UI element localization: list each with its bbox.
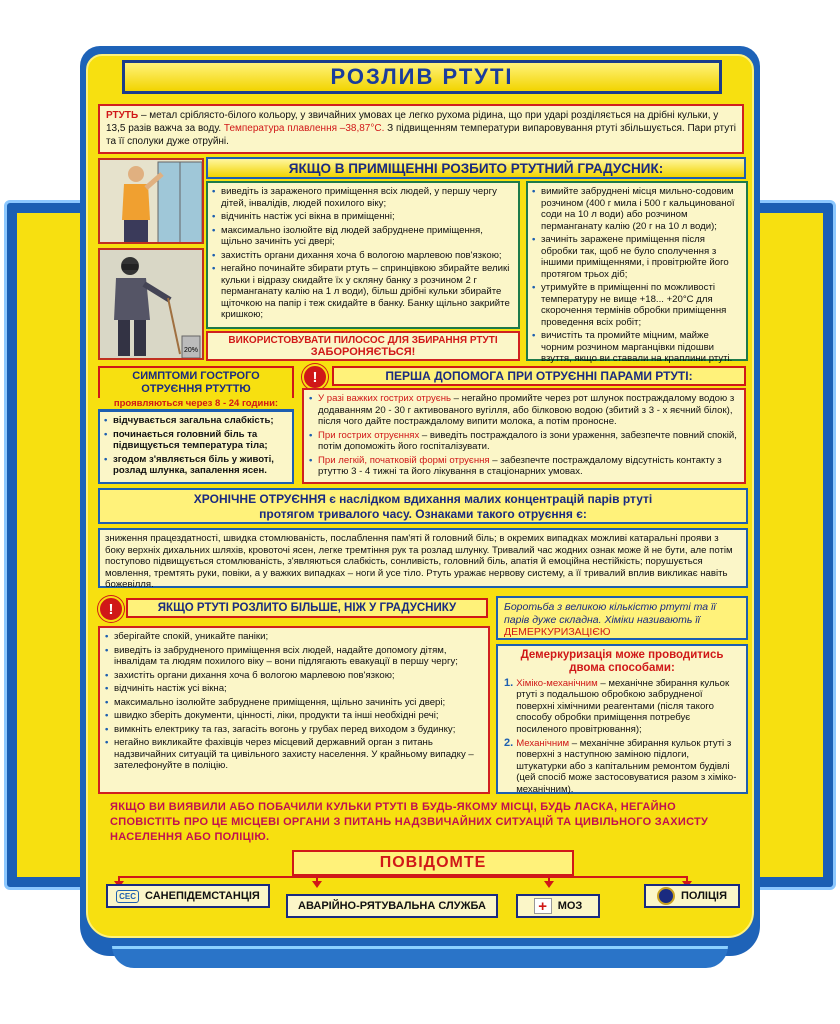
demerc-term: ДЕМЕРКУРИЗАЦІЄЮ — [504, 626, 611, 638]
list-item: • утримуйте в приміщенні по можливості температуру не вище +18... +20°С для скорочення термінів обробки приміщення проведення всіх робіт; — [532, 282, 742, 328]
list-item: • захистіть органи дихання хоча б вологою марлевою пов'язкою; — [212, 250, 514, 262]
police-badge-icon — [657, 887, 675, 905]
steps-right-list — [532, 186, 742, 365]
report-connector — [118, 876, 686, 878]
list-item: • При легкій, початковій формі отруєння – забезпечте постраждалому відсутність контакту з ртуттю 3 - 4 тижні та його лікування в стаціонарних умовах. — [309, 455, 739, 478]
intro-text: – метал сріблясто-білого кольору, у звичайних умовах це легко рухома рідина, що при ударі розділяється на дрібні кульки, у 13,5 разів важча за воду. — [106, 110, 719, 134]
list-item: • зачиніть заражене приміщення після обробки так, щоб не було сполучення з іншими приміщеннями, і провітрюйте його протягом трьох діб; — [532, 234, 742, 280]
first-aid-list — [309, 393, 739, 478]
list-item: • максимально ізолюйте від людей забруднене приміщення, щільно зачиніть усі двері; — [212, 225, 514, 248]
list-item: • максимально ізолюйте забруднене приміщення, щільно зачиніть усі двері; — [105, 697, 483, 709]
melting-point: Температура плавлення –38,87°С. — [223, 123, 385, 134]
thermometer-steps-left — [206, 181, 520, 329]
red-cross-icon: + — [534, 898, 552, 914]
list-item: • вимкніть електрику та газ, загасіть вогонь у грубах перед виходом з будинку; — [105, 724, 483, 736]
list-item: • вимийте забруднені місця мильно-содовим розчином (400 г мила і 500 г кальцинованої соди на 10 л води) або розчином перманганату калію (20 г на 10 л води); — [532, 186, 742, 232]
list-item: • виведіть із забрудненого приміщення всіх людей, надайте допомогу дітям, інвалідам та людям похилого віку – вони підлягають евакуації в першу чергу; — [105, 645, 483, 668]
demerc-heading: Демеркуризація може проводитись двома способами: — [520, 649, 724, 674]
demerc-intro-text: Боротьба з великою кількістю ртуті та її парів дуже складна. Хіміки називають її — [504, 601, 716, 626]
large-spill-box — [98, 626, 490, 794]
large-spill-heading: ЯКЩО РТУТІ РОЗЛИТО БІЛЬШЕ, НІЖ У ГРАДУСНИКУ — [126, 598, 488, 618]
intro-box — [98, 104, 744, 154]
photo-mercury-cleanup — [98, 248, 204, 360]
list-item: • зберігайте спокій, уникайте паніки; — [105, 631, 483, 643]
list-item: • захистіть органи дихання хоча б вологою марлевою пов'язкою; — [105, 670, 483, 682]
symptoms-list-box — [98, 410, 294, 484]
chronic-heading-1: ХРОНІЧНЕ ОТРУЄННЯ є наслідком вдихання малих концентрацій парів ртуті — [193, 492, 653, 506]
symptoms-list — [104, 415, 288, 477]
arrow-down-icon — [686, 876, 688, 882]
arrow-down-icon — [548, 876, 550, 882]
page-title: РОЗЛИВ РТУТІ — [122, 60, 722, 94]
list-item: • При гострих отруєннях – виведіть постраждалого із зони ураження, забезпечте повний спокій, потім допоможіть його госпіталізувати. — [309, 430, 739, 453]
chronic-heading-2: протягом тривалого часу. Ознаками такого отруєння є: — [259, 507, 587, 521]
list-item: • негайно починайте збирати ртуть – спринцівкою збирайте великі кульки і відразу скидайте їх у скляну банку з розчином 2 г перманганату калію на 1 л води), більш дрібні кульки збирайте щіточкою на папір і теж скидайте в банку. Банку щільно закрийте кришкою; — [212, 263, 514, 321]
list-item: • починається головний біль та підвищується температура тіла; — [104, 429, 288, 452]
list-item: • згодом з'являється біль у животі, розлад шлунка, запалення ясен. — [104, 454, 288, 477]
poster-base — [112, 946, 728, 968]
sanepid-logo-icon: СЕС — [116, 890, 139, 903]
method-1: 1. Хіміко-механічним – механічне збирання кульок ртуті з подальшою обробкою забрудненої поверхні хімічними реагентами (після такого способу обробки приміщення потребує посиленого провітрювання); — [504, 677, 730, 735]
first-aid-heading: ПЕРША ДОПОМОГА ПРИ ОТРУЄННІ ПАРАМИ РТУТІ: — [332, 366, 746, 386]
chronic-heading — [98, 488, 748, 524]
vacuum-warning — [206, 331, 520, 361]
list-item: • відчиніть настіж усі вікна в приміщенні; — [212, 211, 514, 223]
arrow-down-icon — [316, 876, 318, 882]
symptoms-heading — [98, 366, 294, 402]
service-rescue: АВАРІЙНО-РЯТУВАЛЬНА СЛУЖБА — [286, 894, 498, 918]
list-item: • швидко зберіть документи, цінності, ліки, продукти та інші необхідні речі; — [105, 710, 483, 722]
steps-left-list — [212, 186, 514, 321]
service-sanepid: СЕС САНЕПІДЕМСТАНЦІЯ — [106, 884, 270, 908]
symptoms-heading-1: СИМПТОМИ ГОСТРОГО — [132, 370, 260, 382]
thermometer-heading: ЯКЩО В ПРИМІЩЕННІ РОЗБИТО РТУТНИЙ ГРАДУСНИК: — [206, 157, 746, 179]
jar-label: 20% — [184, 347, 199, 354]
thermometer-steps-right — [526, 181, 748, 364]
intro-term: РТУТЬ — [106, 110, 139, 121]
first-aid-box — [302, 388, 746, 484]
notice-text: ЯКЩО ВИ ВИЯВИЛИ АБО ПОБАЧИЛИ КУЛЬКИ РТУТІ В БУДЬ-ЯКОМУ МІСЦІ, БУДЬ ЛАСКА, НЕГАЙНО СПОВІСТІТЬ ПРО ЦЕ МІСЦЕВІ ОРГАНИ З ПИТАНЬ НАДЗВИЧАЙНИХ СИТУАЦІЙ ТА ЦИВІЛЬНОГО ЗАХИСТУ НАСЕЛЕННЯ АБО ПОЛІЦІЮ. — [110, 801, 709, 843]
method-2: 2. Механічним – механічне збирання кульок ртуті з поверхні з наступною заміною підлоги, штукатурки або з капітальним ремонтом будівлі (цей спосіб може застосовуватися разом з хіміко-механічним). — [504, 737, 737, 795]
list-item: • У разі важких гострих отруєнь – негайно промийте через рот шлунок постраждалому водою з додаванням 20 - 30 г активованого вугілля, або білковою водою (збитий з 3 - х яєчний білок), після чого дайте постраждалому випити молока, а потім проносне. — [309, 393, 739, 428]
chronic-text-box: зниження працездатності, швидка стомлюваність, послаблення пам'яті й головний біль; в окремих випадках можливі катаральні прояви з боку верхніх дихальних шляхів, кровоточі ясен, легке тремтіння рук та розлад шлунку. Тривалий час жодних ознак може й не бути, але потім поступово підвищується стомлюваність, з'являються слабкість, сонливість, головний біль, апатія й емоційна нестійкість; порушується мовлення, тремтять руки, повіки, а у важких випадках – ноги й усе тіло. Ртуть уражає нервову систему, а її тривалий вплив викликає навіть божевілля. — [98, 528, 748, 588]
vacuum-warning-line2: ЗАБОРОНЯЄТЬСЯ! — [310, 346, 416, 358]
symptoms-heading-2: ОТРУЄННЯ РТУТТЮ — [141, 383, 251, 395]
list-item: • вичистіть та промийте міцним, майже чорним розчином марганцівки підошви взуття, якщо ви ставали на краплини ртуті. — [532, 330, 742, 365]
warning-icon: ! — [98, 596, 124, 622]
vacuum-warning-line1: ВИКОРИСТОВУВАТИ ПИЛОСОС ДЛЯ ЗБИРАННЯ РТУТІ — [228, 335, 498, 346]
demerc-intro — [496, 596, 748, 640]
list-item: • відчувається загальна слабкість; — [104, 415, 288, 427]
list-item: • відчиніть настіж усі вікна; — [105, 683, 483, 695]
warning-icon: ! — [302, 364, 328, 390]
list-item: • виведіть із зараженого приміщення всіх людей, у першу чергу дітей, інвалідів, людей похилого віку; — [212, 186, 514, 209]
report-heading: ПОВІДОМТЕ — [292, 850, 574, 876]
large-spill-list — [105, 631, 483, 772]
list-item: • негайно викликайте фахівців через місцевий державний орган з питань надзвичайних ситуацій та цивільного захисту населення. У крайньому випадку – зателефонуйте в поліцію. — [105, 737, 483, 772]
arrow-down-icon — [118, 876, 120, 882]
demerc-methods-box — [496, 644, 748, 794]
service-moz: + МОЗ — [516, 894, 600, 918]
symptoms-period: проявляються через 8 - 24 години: — [98, 398, 294, 410]
photo-open-window — [98, 158, 204, 244]
intro-text-2: З підвищенням температури випаровування ртуті збільшується. Пари ртуті та її сполуки дуже отруйні. — [106, 123, 736, 147]
service-police: ПОЛІЦІЯ — [644, 884, 740, 908]
